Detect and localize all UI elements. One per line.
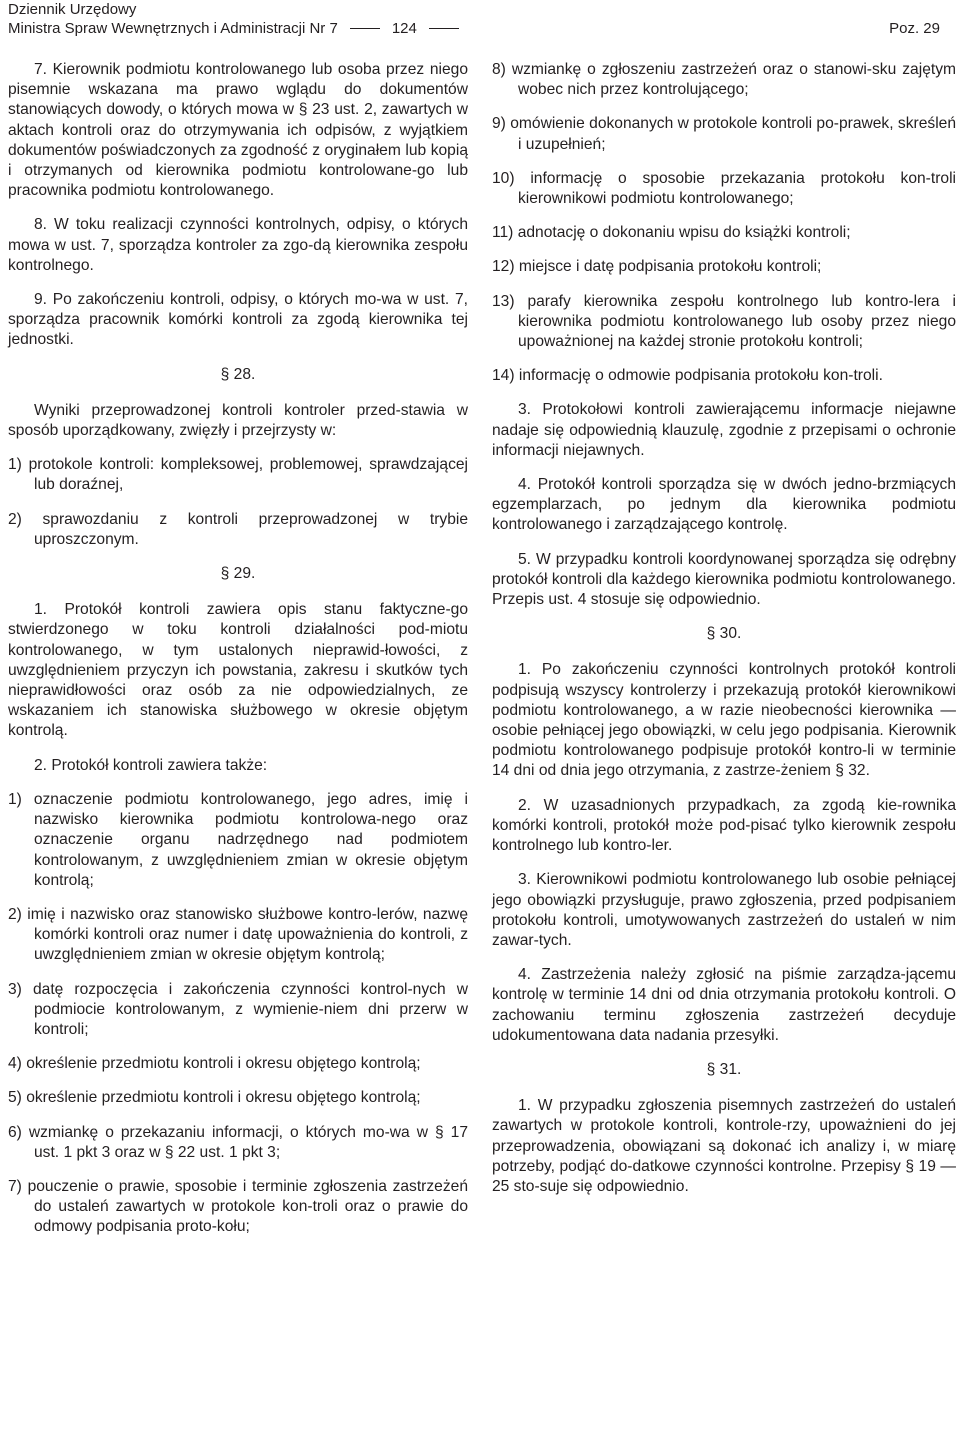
list-item: 3) datę rozpoczęcia i zakończenia czynności kontrol-nych w podmiocie kontrolowanym, z wymienie-niem dni przerw w kontroli;	[8, 980, 468, 1038]
list-item: 12) miejsce i datę podpisania protokołu kontroli;	[492, 258, 822, 276]
section-29-paragraph-1: 1. Protokół kontroli zawiera opis stanu faktyczne-go stwierdzonego w toku kontroli działalności pod-miotu kontrolowanego, w tym ustalonych nieprawid-łowości, z uwzględnieniem przyczyn ich powstania, zakresu i skutków tych nieprawidłowości oraz osób za nie odpowiedzialnych, ze wskazaniem ich stanowiska służbowego w okresie objętym kontrolą.	[8, 601, 468, 740]
page-number: 124	[391, 20, 417, 37]
list-item: 13) parafy kierownika zespołu kontrolnego lub kontro-lera i kierownika podmiotu kontrolowanego lub osoby przez niego upoważnionej na każdej stronie protokołu kontroli;	[492, 292, 956, 351]
section-29-paragraph-5: 5. W przypadku kontroli koordynowanej sporządza się odrębny protokół kontroli dla każdego kierownika podmiotu kontrolowanego. Przepis ust. 4 stosuje się odpowiednio.	[492, 550, 956, 609]
position-number: Poz. 29	[889, 20, 940, 37]
list-item: 2) sprawozdaniu z kontroli przeprowadzonej w trybie uproszczonym.	[8, 510, 468, 548]
list-item: 9) omówienie dokonanych w protokole kontroli po-prawek, skreśleń i uzupełnień;	[492, 115, 956, 153]
section-heading-29: § 29.	[220, 565, 256, 583]
list-item: 4) określenie przedmiotu kontroli i okresu objętego kontrolą;	[8, 1055, 421, 1073]
list-item: 2) imię i nazwisko oraz stanowisko służbowe kontro-lerów, nazwę komórki kontroli oraz numer i datę upoważnienia do kontroli, z uwzględnieniem zmian w okresie objętym kontrolą;	[8, 905, 468, 964]
page-header	[8, 0, 952, 44]
section-31-paragraph-1: 1. W przypadku zgłoszenia pisemnych zastrzeżeń do ustaleń zawartych w protokole kontroli, kontrole-rzy, upoważnieni do jej przeprowadzenia, obowiązani są dokonać ich analizy i, w miarę potrzeby, podjąć do-datkowe czynności kontrolne. Przepisy § 19 — 25 sto-suje się odpowiednio.	[492, 1097, 956, 1195]
section-heading-31: § 31.	[706, 1060, 742, 1078]
list-item: 10) informację o sposobie przekazania protokołu kon-troli kierownikowi podmiotu kontrolowanego;	[492, 169, 956, 208]
list-item: 1) protokole kontroli: kompleksowej, problemowej, sprawdzającej lub doraźnej,	[8, 456, 468, 494]
paragraph-8: 8. W toku realizacji czynności kontrolnych, odpisy, o których mowa w ust. 7, sporządza kontroler za zgo-dą kierownika zespołu kontrolnego.	[8, 216, 468, 274]
list-item: 6) wzmiankę o przekazaniu informacji, o których mo-wa w § 17 ust. 1 pkt 3 oraz w § 22 ust. 1 pkt 3;	[8, 1123, 468, 1161]
list-item: 7) pouczenie o prawie, sposobie i terminie zgłoszenia zastrzeżeń do ustaleń zawartych w protokole kon-troli oraz o prawie do odmowy podpisania proto-kołu;	[8, 1177, 468, 1236]
section-29-paragraph-4: 4. Protokół kontroli sporządza się w dwóch jedno-brzmiących egzemplarzach, po jednym dla kierownika podmiotu kontrolowanego i zarządzającego kontrolę.	[492, 476, 956, 534]
paragraph-9: 9. Po zakończeniu kontroli, odpisy, o których mo-wa w ust. 7, sporządza pracownik komórki kontroli za zgodą kierownika tej jednostki.	[8, 291, 468, 349]
section-29-paragraph-2: 2. Protokół kontroli zawiera także:	[34, 756, 268, 774]
header-dash	[429, 28, 459, 29]
left-column	[8, 60, 468, 1252]
right-column	[492, 60, 956, 1211]
section-29-paragraph-3: 3. Protokołowi kontroli zawierającemu informacje niejawne nadaje się odpowiednią klauzulę, zgodnie z przepisami o ochronie informacji niejawnych.	[492, 401, 956, 459]
section-heading-28: § 28.	[220, 365, 256, 383]
paragraph-7: 7. Kierownik podmiotu kontrolowanego lub osoba przez niego pisemnie wskazana ma prawo wglądu do dokumentów stanowiących dowody, o których mowa w § 23 ust. 2, zawartych w aktach kontroli oraz do otrzymywania ich odpisów, z wyjątkiem dokumentów poświadczonych za zgodność z oryginałem lub kopią i otrzymanych od kierownika podmiotu kontrolowane-go lub pracownika podmiotu kontrolowanego.	[8, 61, 468, 200]
section-heading-30: § 30.	[706, 625, 742, 643]
list-item: 11) adnotację o dokonaniu wpisu do książki kontroli;	[492, 224, 851, 242]
header-line	[8, 19, 952, 38]
section-30-paragraph-1: 1. Po zakończeniu czynności kontrolnych protokół kontroli podpisują wszyscy kontrolerzy i przekazują protokół kierownikowi podmiotu kontrolowanego, a w razie nieobecności kierownika — osobie pełniącej jego obowiązki, w celu jego podpisania. Kierownik podmiotu kontrolowanego podpisuje protokół kontro-li w terminie 14 dni od dnia jego otrzymania, z zastrze-żeniem § 32.	[492, 661, 956, 780]
list-item: 1) oznaczenie podmiotu kontrolowanego, jego adres, imię i nazwisko kierownika podmiotu kontrolowa-nego oraz oznaczenie organu nadrzędnego nad podmiotem kontrolowanym, z uwzględnieniem zmian w okresie objętym kontrolą;	[8, 790, 468, 889]
section-30-paragraph-4: 4. Zastrzeżenia należy zgłosić na piśmie zarządza-jącemu kontrolę w terminie 14 dni od dnia otrzymania protokołu kontroli. O zachowaniu terminu zgłoszenia zastrzeżeń decyduje udokumentowana data nadania przesyłki.	[492, 966, 956, 1044]
list-item: 8) wzmiankę o zgłoszeniu zastrzeżeń oraz o stanowi-sku zajętym wobec nich przez kontrolującego;	[492, 61, 956, 99]
issuer-label: Ministra Spraw Wewnętrznych i Administracji Nr 7	[8, 20, 338, 37]
journal-title: Dziennik Urzędowy	[8, 1, 137, 18]
section-30-paragraph-2: 2. W uzasadnionych przypadkach, za zgodą kie-rownika komórki kontroli, protokół może pod-pisać tylko kierownik zespołu kontrolnego lub kontro-ler.	[492, 796, 956, 855]
list-item: 5) określenie przedmiotu kontroli i okresu objętego kontrolą;	[8, 1089, 421, 1107]
section-28-intro: Wyniki przeprowadzonej kontroli kontroler przed-stawia w sposób uporządkowany, zwięzły i przejrzysty w:	[8, 401, 468, 440]
list-item: 14) informację o odmowie podpisania protokołu kon-troli.	[492, 367, 883, 385]
header-dash	[350, 28, 380, 29]
section-30-paragraph-3: 3. Kierownikowi podmiotu kontrolowanego lub osobie pełniącej jego obowiązki przysługuje, prawo zgłoszenia, przed podpisaniem protokołu kontroli, umotywowanych zastrzeżeń do ustaleń w nim zawar-tych.	[492, 871, 956, 949]
